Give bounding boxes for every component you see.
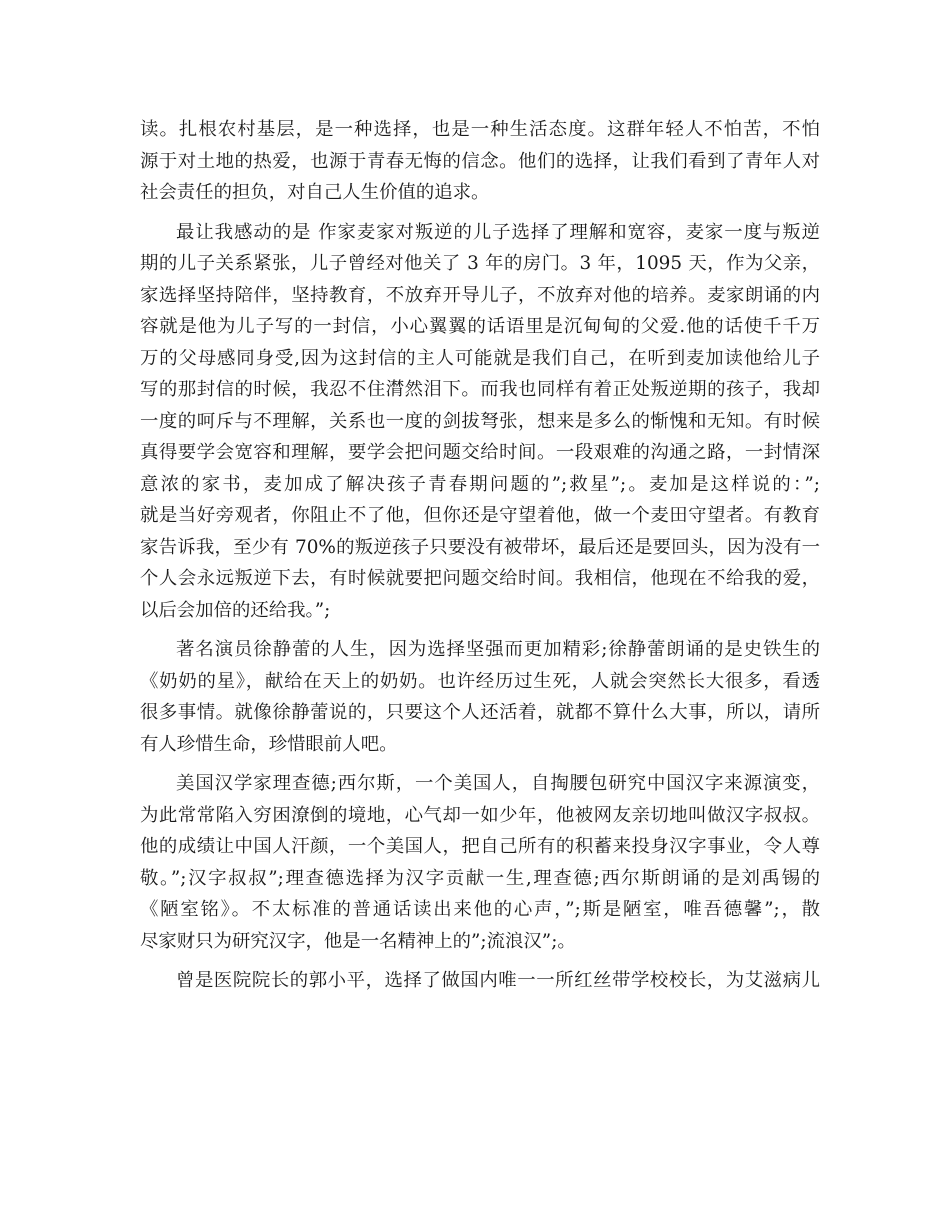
text-line: 曾是医院院长的郭小平，选择了做国内唯一一所红丝带学校校长，为艾滋病儿: [176, 970, 820, 991]
text-line: 很多事情。就像徐静蕾说的，只要这个人还活着，就都不算什么大事，所以，请所: [140, 702, 820, 723]
text-line: 真得要学会宽容和理解，要学会把问题交给时间。一段艰难的沟通之路，一封情深: [140, 442, 820, 463]
text-line: 意浓的家书，麦加成了解决孩子青春期问题的”;救星”;。麦加是这样说的：”;: [140, 473, 820, 495]
text-line: 家告诉我，至少有 70%的叛逆孩子只要没有被带坏，最后还是要回头，因为没有一: [140, 536, 820, 558]
text-line: 美国汉学家理查德;西尔斯，一个美国人，自掏腰包研究中国汉字来源演变，: [176, 773, 820, 794]
paragraph-guoxiaoping: [140, 965, 820, 997]
text-line: 读。扎根农村基层，是一种选择，也是一种生活态度。这群年轻人不怕苦，不怕: [140, 119, 820, 140]
text-line: 家选择坚持陪伴，坚持教育，不放弃开导儿子，不放弃对他的培养。麦家朗诵的内: [140, 284, 820, 306]
text-line: 最让我感动的是 作家麦家对叛逆的儿子选择了理解和宽容，麦家一度与叛逆: [176, 221, 820, 243]
text-line: 著名演员徐静蕾的人生，因为选择坚强而更加精彩;徐静蕾朗诵的是史铁生的: [176, 639, 820, 660]
text-line: 为此常常陷入穷困潦倒的境地，心气却一如少年，他被网友亲切地叫做汉字叔叔。: [140, 804, 820, 826]
text-line: 源于对土地的热爱，也源于青春无悔的信念。他们的选择，让我们看到了青年人对: [140, 150, 820, 172]
text-line: 尽家财只为研究汉字，他是一名精神上的”;流浪汉”;。: [140, 930, 576, 952]
text-line: 他的成绩让中国人汗颜，一个美国人，把自己所有的积蓄来投身汉字事业，令人尊: [140, 836, 820, 857]
document-body: [140, 114, 820, 997]
text-line: 敬。”;汉字叔叔”;理查德选择为汉字贡献一生,理查德;西尔斯朗诵的是刘禹锡的: [140, 867, 820, 889]
text-line: 有人珍惜生命，珍惜眼前人吧。: [140, 733, 398, 755]
text-line: 写的那封信的时候，我忍不住潸然泪下。而我也同样有着正处叛逆期的孩子，我却: [140, 379, 820, 400]
text-line: 容就是他为儿子写的一封信，小心翼翼的话语里是沉甸甸的父爱.他的话使千千万: [140, 316, 820, 337]
text-line: 社会责任的担负，对自己人生价值的追求。: [140, 182, 490, 203]
paragraph-maijia: [140, 217, 820, 627]
text-line: 万的父母感同身受,因为这封信的主人可能就是我们自己，在听到麦加读他给儿子: [140, 347, 820, 369]
text-line: 《奶奶的星》，献给在天上的奶奶。也许经历过生死，人就会突然长大很多，看透: [140, 670, 820, 692]
text-line: 《陋室铭》。不太标准的普通话读出来他的心声，”;斯是陋室，唯吾德馨”;，散: [140, 899, 820, 920]
paragraph-richard-sears: [140, 768, 820, 957]
text-line: 期的儿子关系紧张，儿子曾经对他关了 3 年的房门。3 年，1095 天，作为父亲，: [140, 253, 820, 274]
paragraph-continuation: [140, 114, 820, 209]
paragraph-xujinglei: [140, 634, 820, 760]
text-line: 个人会永远叛逆下去，有时候就要把问题交给时间。我相信，他现在不给我的爱，: [140, 568, 820, 589]
text-line: 以后会加倍的还给我。”;: [140, 599, 331, 621]
text-line: 一度的呵斥与不理解，关系也一度的剑拔弩张，想来是多么的惭愧和无知。有时候: [140, 410, 820, 432]
text-line: 就是当好旁观者，你阻止不了他，但你还是守望着他，做一个麦田守望者。有教育: [140, 505, 820, 526]
